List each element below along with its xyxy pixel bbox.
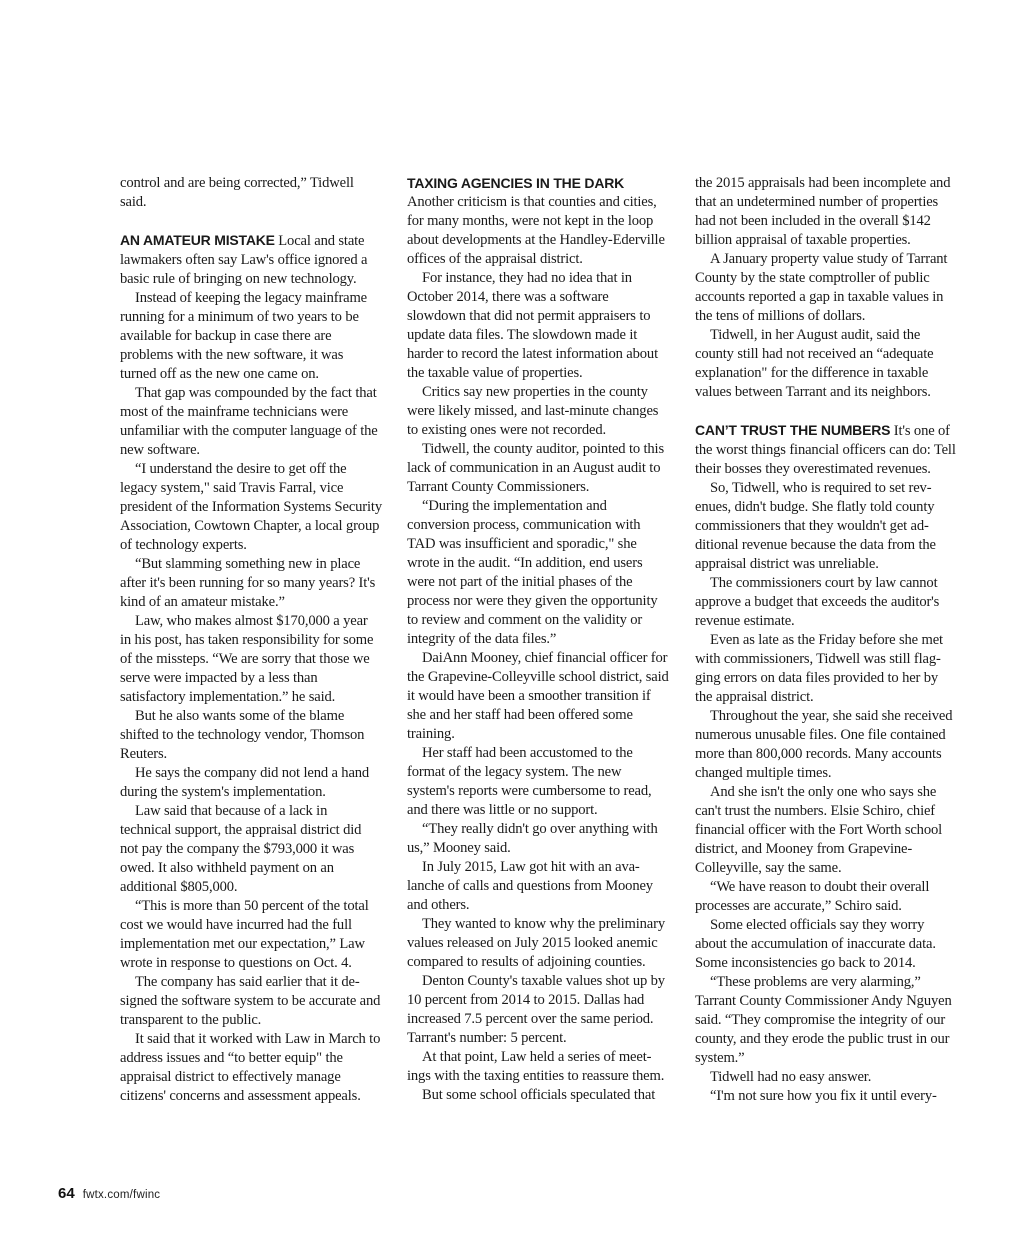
paragraph: “But slamming something new in place after it's been running for so many years? It's kind of an amateur mistake.” xyxy=(120,556,376,610)
site-url[interactable]: fwtx.com/fwinc xyxy=(82,1189,161,1201)
paragraph: A January property value study of Tarrant County by the state comptroller of public accounts reported a gap in taxable values in the tens of millions of dollars. xyxy=(695,251,948,324)
paragraph: In July 2015, Law got hit with an avalanche of calls and questions from Mooney and others. xyxy=(407,859,653,913)
section-paragraph xyxy=(695,421,957,479)
paragraph: Critics say new properties in the county were likely missed, and last-minute changes to existing ones were not recorded. xyxy=(407,384,659,438)
paragraph: But some school officials speculated that xyxy=(422,1087,656,1103)
paragraph: But he also wants some of the blame shifted to the technology vendor, Thomson Reuters. xyxy=(120,708,365,762)
paragraph: He says the company did not lend a hand during the system's implementation. xyxy=(120,765,370,800)
paragraph: Tidwell had no easy answer. xyxy=(710,1069,872,1085)
section-subhead: CAN’T TRUST THE NUMBERS xyxy=(695,422,891,438)
paragraph: Denton County's taxable values shot up by 10 percent from 2014 to 2015. Dallas had increased 7.5 percent over the same period. Tarrant's number: 5 percent. xyxy=(407,973,665,1046)
paragraph: So, Tidwell, who is required to set revenues, didn't budge. She flatly told county commissioners that they wouldn't get additional revenue because the data from the appraisal district was unreliable. xyxy=(695,480,936,572)
paragraph: It said that it worked with Law in March to address issues and “to better equip" the appraisal district to effectively manage citizens' concerns and assessment appeals. xyxy=(120,1031,381,1104)
paragraph-text: It's one of the worst things financial officers can do: Tell their bosses they overestimated revenues. xyxy=(695,423,956,477)
paragraph: control and are being corrected,” Tidwell said. xyxy=(120,175,354,210)
paragraph: DaiAnn Mooney, chief financial officer for the Grapevine-Colleyville school district, said it would have been a smoother transition if she and her staff had been offered some training. xyxy=(407,650,669,742)
paragraph: That gap was compounded by the fact that most of the mainframe technicians were unfamiliar with the computer language of the new software. xyxy=(120,385,378,458)
section-subhead: TAXING AGENCIES IN THE DARK xyxy=(407,175,625,191)
paragraph: Throughout the year, she said she received numerous unusable files. One file contained more than 800,000 records. Many accounts changed multiple times. xyxy=(695,708,953,781)
paragraph: At that point, Law held a series of meetings with the taxing entities to reassure them. xyxy=(407,1049,665,1084)
paragraph: “During the implementation and conversion process, communication with TAD was insufficient and sporadic," she wrote in the audit. “In addition, end users were not part of the initial phases of the process nor were they given the opportunity to review and comment on the validity or integrity of the data files.” xyxy=(407,498,658,647)
paragraph: Tidwell, the county auditor, pointed to this lack of communication in an August audit to Tarrant County Commissioners. xyxy=(407,441,664,495)
paragraph: Some elected officials say they worry about the accumulation of inaccurate data. Some inconsistencies go back to 2014. xyxy=(695,917,936,971)
paragraph: Law, who makes almost $170,000 a year in his post, has taken responsibility for some of the missteps. “We are sorry that those we serve were impacted by a less than satisfactory implementation.” he said. xyxy=(120,613,374,705)
paragraph: Another criticism is that counties and cities, for many months, were not kept in the loop about developments at the Handley-Ederville offices of the appraisal district. xyxy=(407,194,665,267)
page-footer xyxy=(58,1185,160,1202)
paragraph: “These problems are very alarming,” Tarrant County Commissioner Andy Nguyen said. “They compromise the integrity of our county, and they erode the public trust in our system.” xyxy=(695,974,952,1066)
paragraph: For instance, they had no idea that in October 2014, there was a software slowdown that did not permit appraisers to update data files. The slowdown made it harder to record the latest information about the taxable value of properties. xyxy=(407,270,658,381)
paragraph: “I'm not sure how you fix it until every- xyxy=(710,1088,937,1104)
article-column-2 xyxy=(407,174,669,1105)
paragraph: Her staff had been accustomed to the format of the legacy system. The new system's reports were cumbersome to read, and there was little or no support. xyxy=(407,745,652,818)
paragraph: “This is more than 50 percent of the total cost we would have incurred had the full implementation met our expectation,” Law wrote in response to questions on Oct. 4. xyxy=(120,898,369,971)
section-paragraph xyxy=(120,231,382,289)
paragraph: “They really didn't go over anything with us,” Mooney said. xyxy=(407,821,658,856)
paragraph: Even as late as the Friday before she met with commissioners, Tidwell was still flagging errors on data files provided to her by the appraisal district. xyxy=(695,632,943,705)
paragraph: Instead of keeping the legacy mainframe running for a minimum of two years to be available for backup in case there are problems with the new software, it was turned off as the new one came on. xyxy=(120,290,368,382)
page-number: 64 xyxy=(58,1185,75,1202)
paragraph-text: Local and state lawmakers often say Law's office ignored a basic rule of bringing on new technology. xyxy=(120,233,368,287)
paragraph: The commissioners court by law cannot approve a budget that exceeds the auditor's revenue estimate. xyxy=(695,575,940,629)
paragraph: Tidwell, in her August audit, said the county still had not received an “adequate explanation" for the difference in taxable values between Tarrant and its neighbors. xyxy=(695,327,934,400)
paragraph: Law said that because of a lack in technical support, the appraisal district did not pay the company the $793,000 it was owed. It also withheld payment on an additional $805,000. xyxy=(120,803,362,895)
section-subhead: AN AMATEUR MISTAKE xyxy=(120,232,275,248)
article-column-1 xyxy=(120,174,382,1106)
paragraph: “We have reason to doubt their overall processes are accurate,” Schiro said. xyxy=(695,879,930,914)
paragraph: They wanted to know why the preliminary values released on July 2015 looked anemic compared to results of adjoining counties. xyxy=(407,916,665,970)
paragraph: “I understand the desire to get off the legacy system," said Travis Farral, vice president of the Information Systems Security Association, Cowtown Chapter, a local group of technology experts. xyxy=(120,461,382,553)
paragraph: The company has said earlier that it designed the software system to be accurate and transparent to the public. xyxy=(120,974,381,1028)
paragraph: And she isn't the only one who says she can't trust the numbers. Elsie Schiro, chief financial officer with the Fort Worth school district, and Mooney from Grapevine-Colleyville, say the same. xyxy=(695,784,943,876)
paragraph: the 2015 appraisals had been incomplete and that an undetermined number of properties had not been included in the overall $142 billion appraisal of taxable properties. xyxy=(695,175,951,248)
article-column-3 xyxy=(695,174,957,1106)
